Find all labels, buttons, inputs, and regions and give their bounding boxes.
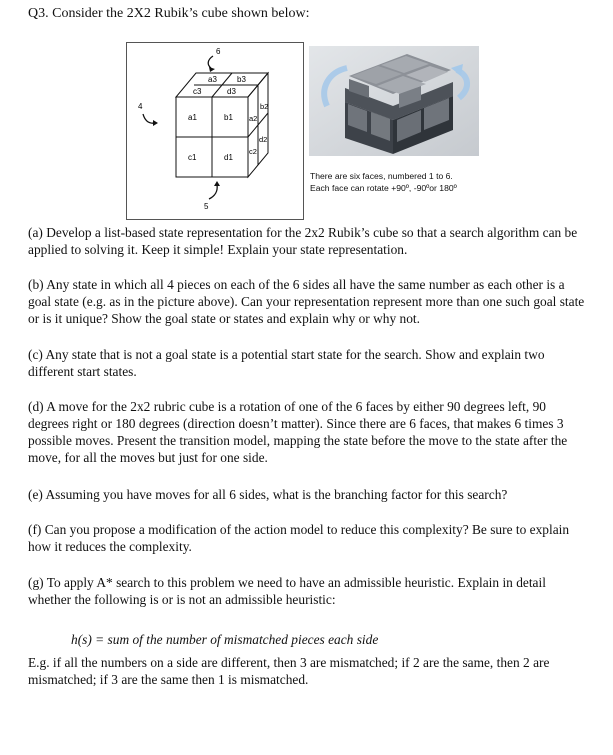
top-rotation-arrow <box>208 56 213 68</box>
cell-label-a3: a3 <box>208 75 217 84</box>
question-c: (c) Any state that is not a goal state is a potential start state for the search. Show and explain two different start states. <box>28 347 545 379</box>
cell-label-a2: a2 <box>249 114 258 123</box>
cell-label-a1: a1 <box>188 113 197 122</box>
cell-label-c3: c3 <box>193 87 202 96</box>
cell-label-d3: d3 <box>227 87 236 96</box>
question-f: (f) Can you propose a modification of the action model to reduce this complexity? Be sure to explain how it reduces the complexity. <box>28 522 570 554</box>
bottom-rotation-arrow <box>209 185 217 199</box>
cube-diagram-svg <box>127 43 303 219</box>
question-e: (e) Assuming you have moves for all 6 sides, what is the branching factor for this search? <box>28 487 508 502</box>
cell-label-c1: c1 <box>188 153 197 162</box>
heuristic-formula: h(s) = sum of the number of mismatched pieces each side <box>71 632 379 647</box>
caption-line-2: Each face can rotate +90º, -90ºor 180º <box>310 183 457 193</box>
cell-label-d1: d1 <box>224 153 233 162</box>
question-g: (g) To apply A* search to this problem we need to have an admissible heuristic. Explain in detail whether the following is or is not an admissible heuristic: <box>28 575 546 607</box>
cube-photo <box>309 46 479 156</box>
face-number-5: 5 <box>204 202 209 211</box>
cell-label-c2: c2 <box>249 147 257 156</box>
caption-line-1: There are six faces, numbered 1 to 6. <box>310 171 453 181</box>
cell-label-b3: b3 <box>237 75 246 84</box>
cell-label-d2: d2 <box>259 135 268 144</box>
face-number-6: 6 <box>216 47 221 56</box>
question-d: (d) A move for the 2x2 rubric cube is a rotation of one of the 6 faces by either 90 degrees left, 90 degrees right or 180 degrees (direction doesn’t matter). Since there are 6 faces, that makes 6 times 3 possible moves. Present the transition model, mapping the state before the move to the state after the move, for all the moves but just for one side. <box>28 399 568 465</box>
cell-label-b2: b2 <box>260 102 269 111</box>
question-b: (b) Any state in which all 4 pieces on each of the 6 sides all have the same number as each other is a goal state (e.g. as in the picture above). Can your representation represent more than one such goal state or is it unique? Show the goal state or states and explain why or why not. <box>28 277 585 326</box>
question-title: Q3. Consider the 2X2 Rubik’s cube shown below: <box>28 6 310 21</box>
heuristic-example: E.g. if all the numbers on a side are different, then 3 are mismatched; if 2 are the same, then 2 are mismatched; if 3 are the same then 1 is mismatched. <box>28 655 550 687</box>
face-number-4: 4 <box>138 102 143 111</box>
cell-label-b1: b1 <box>224 113 233 122</box>
cube-photo-svg <box>309 46 479 156</box>
photo-caption <box>310 170 457 194</box>
question-a: (a) Develop a list-based state representation for the 2x2 Rubik’s cube so that a search algorithm can be applied to solving it. Keep it simple! Explain your state representation. <box>28 225 578 257</box>
cube-diagram <box>126 42 304 220</box>
